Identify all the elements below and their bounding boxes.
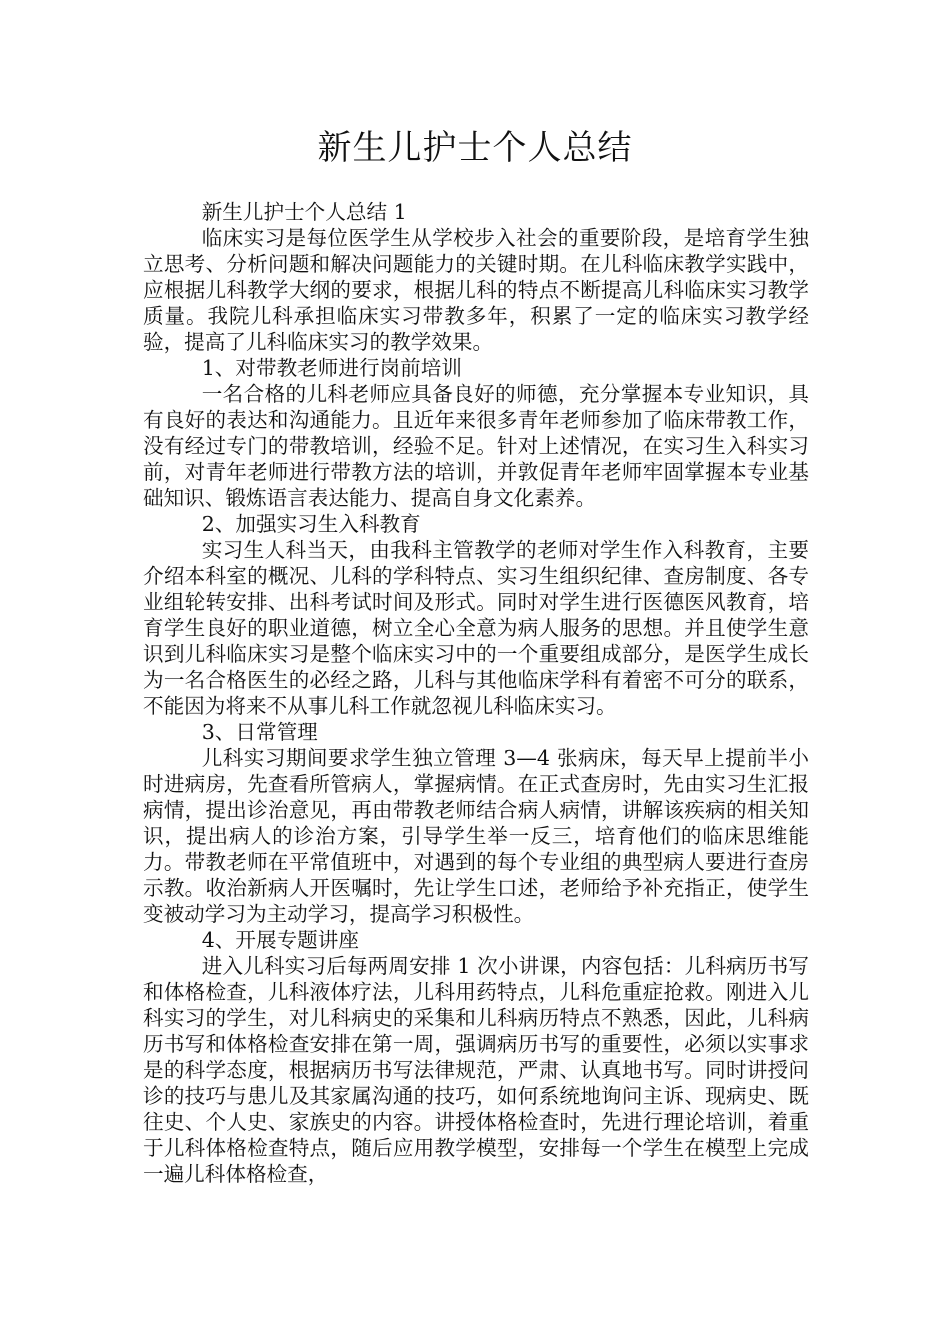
section-heading-4: 4、开展专题讲座 xyxy=(201,928,359,952)
subtitle-line: 新生儿护士个人总结 1 xyxy=(201,200,407,224)
section-paragraph-4: 进入儿科实习后每两周安排 1 次小讲课，内容包括：儿科病历书写和体格检查，儿科液体疗法，儿科用药特点，儿科危重症抢救。刚进入儿科实习的学生，对儿科病史的采集和儿科病历特点不熟悉，因此，儿科病历书写和体格检查安排在第一周，强调病历书写的重要性，必须以实事求是的科学态度，根据病历书写法律规范，严肃、认真地书写。同时讲授问诊的技巧与患儿及其家属沟通的技巧，如何系统地询问主诉、现病史、既往史、个人史、家族史的内容。讲授体格检查时，先进行理论培训，着重于儿科体格检查特点，随后应用教学模型，安排每一个学生在模型上完成一遍儿科体格检查， xyxy=(143,954,809,1186)
section-heading-1: 1、对带教老师进行岗前培训 xyxy=(201,356,462,380)
section-heading-3: 3、日常管理 xyxy=(201,720,318,744)
section-paragraph-2: 实习生人科当天，由我科主管教学的老师对学生作入科教育，主要介绍本科室的概况、儿科的学科特点、实习生组织纪律、查房制度、各专业组轮转安排、出科考试时间及形式。同时对学生进行医德医风教育，培育学生良好的职业道德，树立全心全意为病人服务的思想。并且使学生意识到儿科临床实习是整个临床实习中的一个重要组成部分，是医学生成长为一名合格医生的必经之路，儿科与其他临床学科有着密不可分的联系，不能因为将来不从事儿科工作就忽视儿科临床实习。 xyxy=(143,538,809,718)
page-title: 新生儿护士个人总结 xyxy=(317,128,633,168)
section-paragraph-1: 一名合格的儿科老师应具备良好的师德，充分掌握本专业知识，具有良好的表达和沟通能力。且近年来很多青年老师参加了临床带教工作，没有经过专门的带教培训，经验不足。针对上述情况，在实习生入科实习前，对青年老师进行带教方法的培训，并敦促青年老师牢固掌握本专业基础知识、锻炼语言表达能力、提高自身文化素养。 xyxy=(143,382,809,510)
document-body xyxy=(143,199,809,1187)
intro-paragraph: 临床实习是每位医学生从学校步入社会的重要阶段，是培育学生独立思考、分析问题和解决问题能力的关键时期。在儿科临床教学实践中，应根据儿科教学大纲的要求，根据儿科的特点不断提高儿科临床实习教学质量。我院儿科承担临床实习带教多年，积累了一定的临床实习教学经验，提高了儿科临床实习的教学效果。 xyxy=(143,226,809,354)
section-paragraph-3: 儿科实习期间要求学生独立管理 3—4 张病床，每天早上提前半小时进病房，先查看所管病人，掌握病情。在正式查房时，先由实习生汇报病情，提出诊治意见，再由带教老师结合病人病情，讲解该疾病的相关知识，提出病人的诊治方案，引导学生举一反三，培育他们的临床思维能力。带教老师在平常值班中，对遇到的每个专业组的典型病人要进行查房示教。收治新病人开医嘱时，先让学生口述，老师给予补充指正，使学生变被动学习为主动学习，提高学习积极性。 xyxy=(143,746,809,926)
section-heading-2: 2、加强实习生入科教育 xyxy=(201,512,421,536)
